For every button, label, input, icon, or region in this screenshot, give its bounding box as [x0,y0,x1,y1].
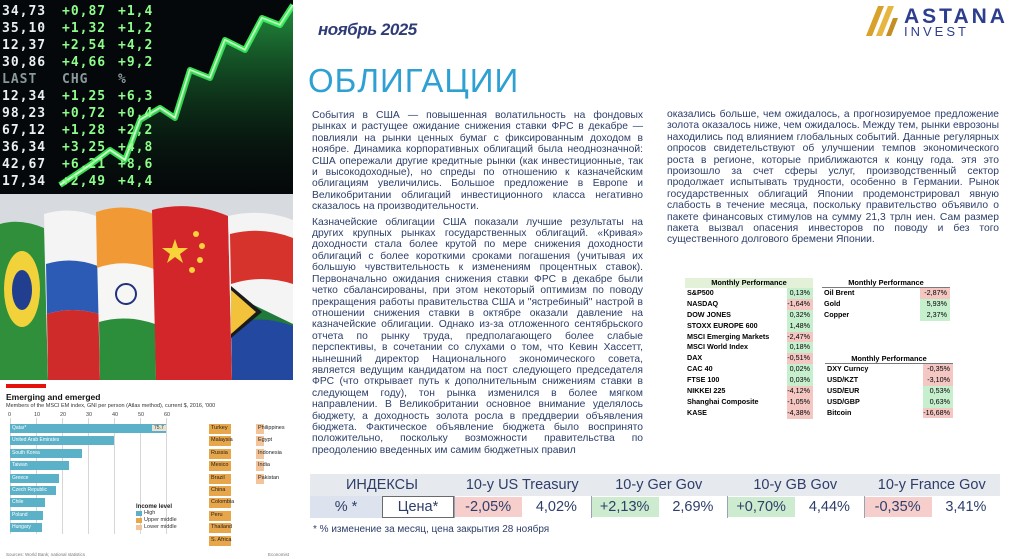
table-row [825,375,953,386]
legend-item [136,524,177,531]
legend-label: Upper middle [144,517,177,523]
bar-label: Indonesia [258,449,282,456]
table-row [825,386,953,397]
chart-bar-row [209,424,243,434]
bar-label: Colombia [211,499,235,506]
chart-subtitle: Members of the MSCI EM index, GNI per person (Atlas method), current $, 2016, '000 [6,403,216,409]
yield-name: 10-y US Treasury [465,477,579,493]
legend-title: Income level [136,504,173,510]
emerging-chart [6,384,293,559]
ticker-value: +0,4 [118,106,154,121]
row-value: 0,18% [787,342,813,353]
pct-label: % * [334,499,358,515]
bar-label: Mexico [211,462,229,469]
chart-bar-row [209,536,243,546]
ticker-value: +8,6 [118,157,154,172]
yield-change: -2,05% [465,499,512,515]
body-column-1 [312,110,643,460]
ticker-value: +2,2 [118,123,154,138]
ticker-value: 34,73 [2,4,47,19]
chart-bar-row [10,449,200,458]
table-row [685,386,813,397]
row-value: 0,13% [787,288,813,299]
chart-bar-row [256,449,286,459]
ticker-value: % [118,72,127,87]
bar-label: Poland [12,511,28,518]
ticker-value: +1,25 [62,89,107,104]
row-name: FTSE 100 [687,375,720,385]
ticker-value: 12,37 [2,38,47,53]
legend-swatch [136,525,142,530]
yield-change: +2,13% [599,499,650,515]
bar-label: Peru [211,511,223,518]
brics-flags-photo [0,194,293,380]
ticker-value: 42,67 [2,157,47,172]
chart-bar-row [256,436,286,446]
table-row [822,288,950,299]
yield-name: 10-y GB Gov [753,477,838,493]
table-row [685,364,813,375]
bar-label: China [211,487,226,493]
table-row [685,332,813,343]
fx-performance-table [825,354,953,418]
ticker-value: +1,4 [118,4,154,19]
chart-title: Emerging and emerged [6,392,101,402]
legend-swatch [136,511,142,516]
ticker-value: +1,28 [62,123,107,138]
row-value: -0,51% [787,353,813,364]
yield-change: +0,70% [736,499,786,515]
price-label: Цена* [397,499,439,515]
yield-price: 4,02% [535,499,577,515]
bar-label: Malaysia [211,437,233,444]
yield-price: 2,69% [672,499,714,515]
row-name: DOW JONES [687,309,731,319]
logo-mark-icon [860,2,900,38]
row-name: Copper [824,309,850,319]
chart-bar-row [256,474,286,484]
row-name: Gold [824,298,841,308]
axis-tick-label: 30 [86,412,93,418]
brand-name: ASTANA [904,5,1008,28]
table-row [685,321,813,332]
row-value: -2,87% [920,288,950,299]
table-row [685,408,813,419]
bar-label: Chile [12,499,24,506]
table-row [685,342,813,353]
table-row [825,408,953,419]
ticker-value: +4,66 [62,55,107,70]
paragraph: События в США — повышенная волатильность на фондовых рынках и растущее ожидание снижения ставки ФРС в декабре — повлияли на рынки ценных бумаг с фиксированным доходом в ноябре. Динамика корпоративных облигаций была неоднозначной: США опережали другие кредитные рынки (как инвестиционные, так и высокодоходные), но спреды по отношению к казначейским облигациям увеличились. Большое предложение в Европе и Великобритании облигаций инвестиционного класса негативно сказалось на производительности. [312,110,643,213]
row-value: -0,35% [923,364,953,375]
row-value: -3,10% [923,375,953,386]
bar-label: Thailand [211,524,233,531]
ticker-value: +6,21 [62,157,107,172]
ticker-value: 36,34 [2,140,47,155]
row-name: KASE [687,407,707,417]
chart-bar-row [209,461,243,471]
chart-accent-bar [6,384,46,388]
yield-name: 10-y Ger Gov [615,477,703,493]
ticker-value: +0,87 [62,4,107,19]
ticker-value: +1,2 [118,21,154,36]
chart-bar-row [209,498,243,508]
bar-label: Pakistan [258,474,280,481]
row-value: 2,37% [920,310,950,321]
row-value: 0,32% [787,310,813,321]
axis-tick-label: 50 [138,412,145,418]
section-title: ОБЛИГАЦИИ [308,62,520,99]
table-row [825,364,953,375]
ticker-value: 12,34 [2,89,47,104]
table-row [685,310,813,321]
bar-label: S. Africa [211,536,232,543]
row-name: Shanghai Composite [687,396,759,406]
row-value: -4,12% [787,386,813,397]
chart-bar-row [209,523,243,533]
row-name: USD/EUR [827,385,860,395]
ticker-value: +6,3 [118,89,154,104]
report-date: ноябрь 2025 [318,20,417,39]
yield-price: 4,44% [808,499,850,515]
bar-value-label: 75.7 [154,425,164,431]
row-value: -16,68% [923,408,953,419]
chart-bar-row [10,436,200,445]
legend-label: High [144,510,156,516]
row-name: Bitcoin [827,407,852,417]
table-row [685,397,813,408]
chart-legend [136,504,177,531]
table-row [825,397,953,408]
row-value: -4,38% [787,408,813,419]
chart-bar-row [10,486,200,495]
yield-change: -0,35% [874,499,921,515]
row-value: 0,53% [923,386,953,397]
row-value: 0,63% [923,397,953,408]
row-name: CAC 40 [687,364,713,374]
chart-bar [10,424,166,433]
ticker-value: CHG [62,72,89,87]
row-name: NIKKEI 225 [687,386,726,396]
row-value: 5,93% [920,299,950,310]
chart-bar-row [209,436,243,446]
ticker-value: +2,49 [62,174,107,189]
table-row [822,310,950,321]
chart-bar-row [10,424,200,433]
ticker-value: 30,86 [2,55,47,70]
ticker-value: +3,25 [62,140,107,155]
bar-label: Philippines [258,425,285,431]
chart-bar-row [209,449,243,459]
row-name: DXY Curncy [827,364,869,373]
table-row [685,375,813,386]
ticker-value: +9,2 [118,55,154,70]
ticker-value: +4,4 [118,174,154,189]
ticker-value: +1,32 [62,21,107,36]
chart-bar-row [209,511,243,521]
table-row [685,299,813,310]
chart-source: Sources: World Bank; national statistics [6,552,85,557]
row-value: -1,64% [787,299,813,310]
bar-label: United Arab Emirates [12,437,60,444]
summary-head-label: ИНДЕКСЫ [346,477,418,493]
row-name: USD/GBP [827,396,860,406]
legend-label: Lower middle [144,524,177,530]
bar-label: Qatar* [12,425,27,431]
axis-tick-label: 0 [8,412,12,418]
ticker-value: 17,34 [2,174,47,189]
ticker-value: +0,72 [62,106,107,121]
bar-label: Hungary [12,524,31,531]
chart-bar-row [256,461,286,471]
yield-price: 3,41% [945,499,987,515]
bar-label: Greece [12,474,29,481]
legend-item [136,517,177,524]
chart-bar-row [209,486,243,496]
chart-bar-row [10,461,200,470]
ticker-value: 35,10 [2,21,47,36]
row-value: -1,05% [787,397,813,408]
ticker-value: +4,8 [118,140,154,155]
table-header: Monthly Performance [822,278,950,288]
axis-tick-label: 60 [164,412,171,418]
axis-tick-label: 20 [60,412,67,418]
stock-ticker-photo [0,0,293,194]
bar-label: South Korea [12,449,40,456]
bar-label: India [258,462,270,469]
brand-subtitle: INVEST [904,24,969,39]
row-name: MSCI Emerging Markets [687,331,770,341]
row-name: MSCI World Index [687,342,748,352]
axis-tick-label: 10 [34,412,41,418]
chart-bar-row [256,424,286,434]
commodities-performance-table [822,278,950,321]
table-header: Monthly Performance [825,354,953,364]
chart-bar-row [10,474,200,483]
row-name: STOXX EUROPE 600 [687,320,758,330]
ticker-value: +4,2 [118,38,154,53]
bond-yields-summary [310,474,1000,518]
chart-bar-row [209,474,243,484]
row-name: S&P500 [687,288,714,297]
body-column-2 [667,109,999,250]
ticker-value: 67,12 [2,123,47,138]
row-value: 0,02% [787,364,813,375]
legend-swatch [136,518,142,523]
row-value: 0,03% [787,375,813,386]
table-row [685,288,813,299]
bar-label: Czech Republic [12,487,48,493]
row-name: DAX [687,353,703,363]
row-name: NASDAQ [687,298,719,308]
bar-label: Russia [211,449,228,456]
ticker-value: LAST [2,72,38,87]
indices-performance-table [685,278,813,419]
paragraph: оказались больше, чем ожидалось, а прогнозируемое предложение золота оказалось ниже, чем ожидалось. Между тем, рынки еврозоны находились под влиянием глобальных событий. Данные регулярных опросов свидетельствуют об улучшении темпов экономического роста в регионе, которые приближаются к концу года. этя это произошло за счет сферы услуг, производственный сектор продолжает испытывать трудности, особенно в Германии. Рынок государственных облигаций Японии продемонстрировал явную слабость в течение месяца, поскольку правительство объявило о пакете финансовых стимулов на сумму 21,3 трлн иен. Сам размер пакета вызвал опасения инвесторов по поводу и без того существенного долгового бремени Японии. [667,109,999,246]
legend-item [136,510,177,517]
table-header: Monthly Performance [685,278,813,288]
table-row [685,353,813,364]
ticker-value: 98,23 [2,106,47,121]
astana-invest-logo [860,2,1020,40]
bar-label: Taiwan [12,462,28,469]
bar-label: Brazil [211,474,225,481]
ticker-value: +2,54 [62,38,107,53]
bar-label: Turkey [211,425,228,431]
row-name: USD/KZT [827,374,859,384]
paragraph: Казначейские облигации США показали лучшие результаты на других крупных рынках государственных облигаций. «Кривая» доходности стала более крутой по мере снижения доходности облигаций с более короткими сроками погашения (учитывая их большую чувствительность к изменениям процентных ставок). Первоначально ожидания снижения ставки ФРС в декабре были четко сбалансированы, при этом некоторый оптимизм по поводу прекращения работы правительства США и "ястребиный" настрой в отношении снижения ставки в октябре оказали давление на казначейские облигации. Однако из-за отложенного сентябрьского отчета по рынку труда, предполагающего более слабые перспективы, в сочетании со слухами о том, что Кевин Хассетт, нынешний директор Национального экономического совета, является ведущим кандидатом на пост следующего председателя ФРС (что открывает путь к дополнительным снижениям ставки в следующем году), тон рынка изменился в более мягком направлении. В Великобритании основное внимание уделялось бюджету, а доходность золота росла в преддверии объявления бюджета. Фактическое объявление бюджета было воспринято положительно, поскольку возможности правительства по преодолению введенных им самим бюджетных правил [312,216,643,456]
row-value: -2,47% [787,332,813,343]
footnote: * % изменение за месяц, цена закрытия 28 ноября [313,524,550,535]
yield-name: 10-y France Gov [877,477,986,493]
table-row [822,299,950,310]
row-name: Oil Brent [824,288,855,297]
chart-brand: Economist [267,552,289,557]
axis-tick-label: 40 [112,412,119,418]
flags-graphic [0,194,293,380]
row-value: 1,48% [787,321,813,332]
bar-label: Egypt [258,437,273,444]
